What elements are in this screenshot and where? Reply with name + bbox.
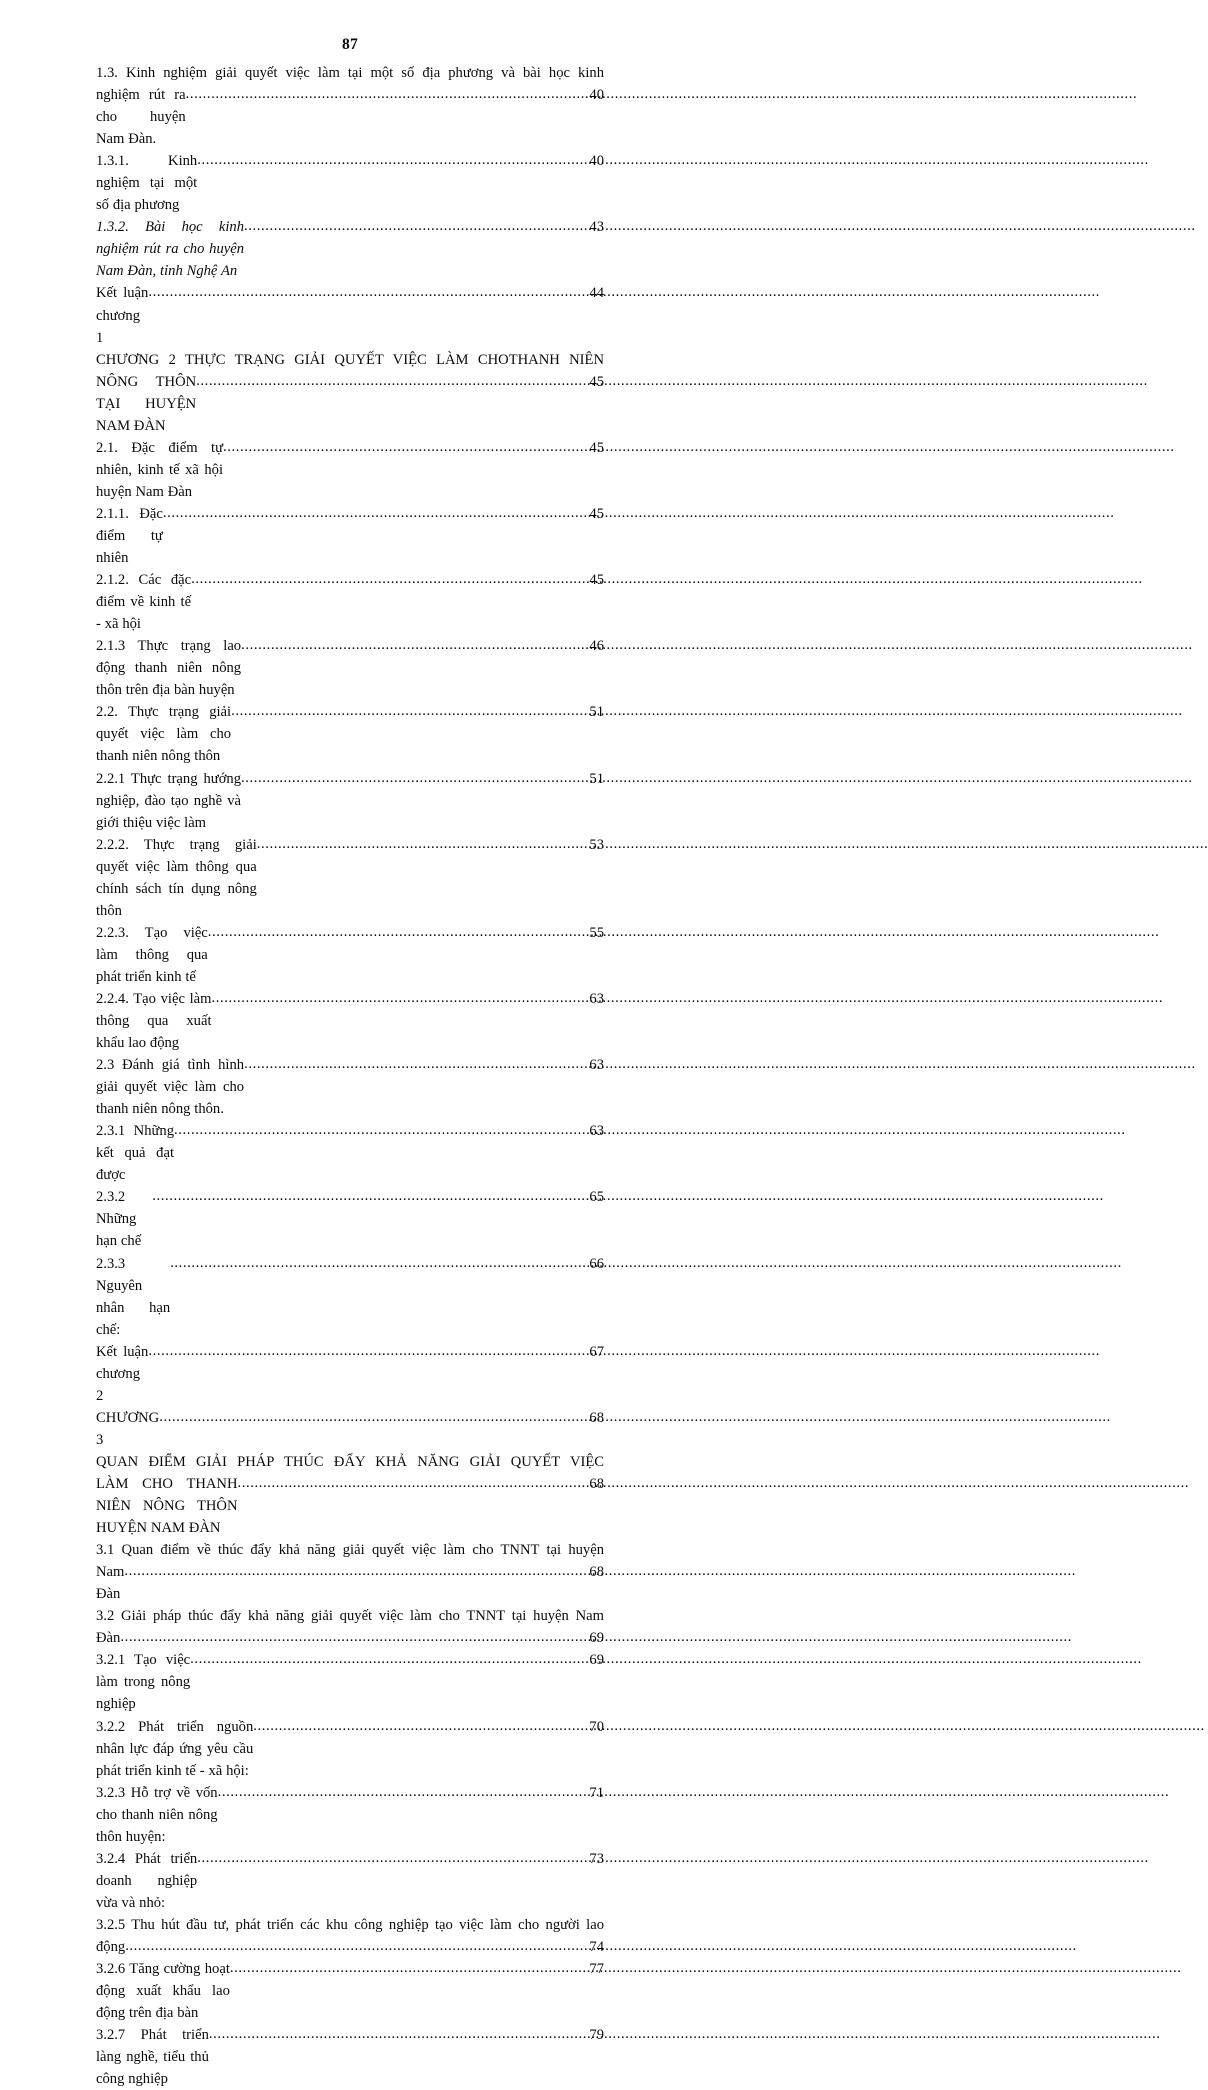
toc-entry-line [96,503,604,569]
toc-entry[interactable] [96,701,604,767]
dot-leader [159,1410,589,1425]
toc-entry-label: 2.2.2. Thực trạng giải quyết việc làm thông qua chính sách tín dụng nông thôn [96,836,261,919]
toc-entry-wrapped [96,349,604,437]
dot-leader [191,572,589,587]
toc-entry-page-number: 65 [589,1189,604,1206]
toc-entry-line [96,216,604,282]
toc-entry-page-number: 43 [589,219,604,236]
toc-entry-page-number: 67 [589,1343,604,1360]
toc-entry[interactable] [96,569,604,635]
toc-entry-page-number: 68 [589,1476,604,1492]
toc-entry-page-number: 74 [589,1938,604,1955]
toc-entry[interactable] [96,988,604,1054]
dot-leader [148,285,589,300]
toc-entry[interactable] [96,1848,604,1914]
toc-entry-line [96,1186,604,1252]
toc-entry-line [96,282,604,348]
toc-entry[interactable] [96,1605,604,1649]
toc-entry-line [96,768,604,834]
toc-entry[interactable] [96,635,604,701]
toc-entry-label: 2.2.4. Tạo việc làm thông qua xuất khẩu lao động [96,990,216,1052]
dot-leader [208,925,590,940]
toc-entry-label: 2.2.3. Tạo việc làm thông qua phát triển kinh tế [96,924,212,985]
toc-entry-page-number: 70 [589,1718,604,1735]
dot-leader [244,1057,589,1072]
toc-entry[interactable] [96,282,604,348]
toc-entry-line [96,437,604,503]
toc-entry-line [96,988,604,1054]
toc-entry-label: Kết luận chương 2 [96,1343,153,1404]
toc-entry[interactable] [96,349,604,437]
toc-entry-page-number: 51 [589,770,604,787]
toc-entry-lastline [96,1561,604,1605]
toc-entry-page-number: 79 [589,2027,604,2044]
toc-entry-lastline [96,84,604,150]
dot-leader [190,1652,589,1667]
toc-entry-wrapped [96,1451,604,1539]
toc-entry-line [96,1407,604,1451]
toc-entry[interactable] [96,2024,604,2090]
toc-entry[interactable] [96,150,604,216]
page-number: 87 [342,36,358,53]
toc-entry[interactable] [96,1958,604,2024]
toc-entry-line [96,1341,604,1407]
toc-entry-line [96,922,604,988]
toc-entry[interactable] [96,768,604,834]
dot-leader [238,1476,590,1491]
toc-entry[interactable] [96,1539,604,1605]
toc-entry-lastline [96,1473,604,1539]
toc-entry-wrapped [96,62,604,150]
toc-entry-page-number: 69 [589,1630,604,1647]
dot-leader [186,87,590,102]
toc-entry-page-number: 53 [589,836,604,853]
toc-entry-page-number: 73 [589,1850,604,1867]
toc-entry-line [96,635,604,701]
toc-entry[interactable] [96,1407,604,1451]
dot-leader [244,219,589,234]
dot-leader [120,1630,589,1645]
toc-entry-line [96,1782,604,1848]
toc-entry-label: 1.3.1. Kinh nghiệm tại một số địa phương [96,153,202,214]
toc-entry-page-number: 45 [589,505,604,522]
toc-entry-line1: 3.2.5 Thu hút đầu tư, phát triển các khu công nghiệp tạo việc làm cho người lao [96,1916,604,1933]
toc-entry-label: 2.3.3 Nguyên nhân hạn chế: [96,1255,175,1338]
toc-entry-line [96,150,604,216]
toc-entry-page-number: 55 [589,924,604,941]
toc-entry-wrapped [96,1539,604,1605]
dot-leader [124,1564,589,1579]
toc-entry-label: 3.2.4 Phát triển doanh nghiệp vừa và nhỏ: [96,1850,202,1911]
toc-entry-label: Nam Đàn [96,1564,129,1603]
toc-entry-line [96,834,604,922]
dot-leader [152,1189,589,1204]
toc-entry-label: CHƯƠNG 3 [96,1409,164,1448]
toc-entry-wrapped [96,1605,604,1649]
toc-entry[interactable] [96,216,604,282]
toc-entry-lastline [96,1627,604,1649]
toc-entry[interactable] [96,1186,604,1252]
toc-entry-label: LÀM CHO THANH NIÊN NÔNG THÔN HUYỆN NAM ĐÀN [96,1476,242,1537]
toc-entry-line1: 3.1 Quan điểm về thúc đẩy khả năng giải quyết việc làm cho TNNT tại huyện [96,1542,604,1559]
toc-entry-page-number: 45 [589,572,604,589]
table-of-contents [96,62,604,2090]
dot-leader [212,991,590,1006]
toc-entry-label: Kết luận chương 1 [96,285,153,346]
toc-entry-label: 2.1. Đặc điểm tự nhiên, kinh tế xã hội huyện Nam Đàn [96,439,231,500]
toc-entry-line [96,1958,604,2024]
toc-entry[interactable] [96,1253,604,1341]
toc-entry-page-number: 77 [589,1961,604,1978]
toc-entry-line1: 3.2 Giải pháp thúc đẩy khả năng giải quyết việc làm cho TNNT tại huyện Nam [96,1608,604,1625]
toc-entry-label: 2.3.1 Những kết quả đạt được [96,1123,178,1184]
dot-leader [163,506,590,521]
dot-leader [218,1785,590,1800]
toc-entry-line [96,1649,604,1715]
dot-leader [241,638,589,653]
toc-entry[interactable] [96,1914,604,1958]
toc-entry-label: 2.1.2. Các đặc điểm về kinh tế - xã hội [96,572,195,633]
dot-leader [223,440,589,455]
toc-entry-page-number: 63 [589,990,604,1007]
dot-leader [170,1256,589,1271]
toc-entry-label: 3.2.3 Hỗ trợ về vốn cho thanh niên nông thôn huyện: [96,1784,222,1845]
toc-entry-page-number: 63 [589,1123,604,1140]
toc-entry[interactable] [96,62,604,150]
toc-entry-label: 2.2.1 Thực trạng hướng nghiệp, đào tạo nghề và giới thiệu việc làm [96,770,245,831]
toc-entry-wrapped [96,1914,604,1958]
toc-entry-line [96,1848,604,1914]
toc-entry[interactable] [96,1120,604,1186]
toc-entry[interactable] [96,1716,604,1782]
toc-entry-line [96,1716,604,1782]
toc-entry-line1: QUAN ĐIỂM GIẢI PHÁP THÚC ĐẨY KHẢ NĂNG GIẢI QUYẾT VIỆC [96,1453,604,1470]
toc-entry-label: 1.3.2. Bài học kinh nghiệm rút ra cho huyện Nam Đàn, tỉnh Nghệ An [96,219,248,280]
toc-entry-page-number: 69 [589,1652,604,1669]
toc-entry-label: 2.3.2 Những hạn chế [96,1189,142,1250]
toc-entry[interactable] [96,834,604,922]
toc-entry-line1: 1.3. Kinh nghiệm giải quyết việc làm tại một số địa phương và bài học kinh [96,65,604,81]
dot-leader [241,771,589,786]
toc-entry-page-number: 68 [589,1564,604,1581]
toc-entry-label: Đàn [96,1630,125,1647]
toc-entry-page-number: 45 [589,439,604,456]
toc-entry-page-number: 51 [589,704,604,721]
toc-entry[interactable] [96,1341,604,1407]
toc-entry-line [96,1253,604,1341]
dot-leader [174,1123,589,1138]
toc-entry-page-number: 40 [589,87,604,104]
toc-entry-line [96,2024,604,2090]
toc-entry[interactable] [96,1054,604,1120]
dot-leader [197,1851,589,1866]
toc-entry-label: 3.2.2 Phát triển nguồn nhân lực đáp ứng yêu cầu phát triển kinh tế - xã hội: [96,1718,258,1779]
toc-entry-page-number: 40 [589,153,604,170]
dot-leader [231,704,589,719]
toc-entry-label: 2.3 Đánh giá tình hình giải quyết việc làm cho thanh niên nông thôn. [96,1057,248,1118]
toc-entry[interactable] [96,437,604,503]
toc-entry-label: 2.2. Thực trạng giải quyết việc làm cho thanh niên nông thôn [96,704,235,765]
toc-entry-lastline [96,1936,604,1958]
toc-entry-page-number: 68 [589,1409,604,1426]
toc-entry[interactable] [96,1451,604,1539]
toc-entry[interactable] [96,1649,604,1715]
toc-entry-label: động [96,1938,126,1955]
dot-leader [253,1719,589,1734]
toc-entry[interactable] [96,1782,604,1848]
toc-entry-line [96,1054,604,1120]
toc-entry[interactable] [96,503,604,569]
dot-leader [209,2027,590,2042]
toc-entry-label: nghiệm rút ra cho huyện Nam Đàn. [96,87,190,148]
dot-leader [257,837,590,852]
toc-entry-label: 3.2.7 Phát triển làng nghề, tiểu thủ công nghiệp [96,2027,213,2088]
toc-entry-line [96,701,604,767]
dot-leader [148,1344,589,1359]
toc-entry-label: 3.2.1 Tạo việc làm trong nông nghiệp [96,1652,195,1713]
toc-entry-line [96,569,604,635]
dot-leader [230,1961,590,1976]
dot-leader [196,374,589,389]
toc-entry-label: 2.1.1. Đặc điểm tự nhiên [96,505,167,567]
toc-entry-page-number: 46 [589,638,604,655]
toc-entry-page-number: 66 [589,1255,604,1272]
toc-entry-lastline [96,371,604,437]
dot-leader [197,153,589,168]
toc-entry-label: 3.2.6 Tăng cường hoạt động xuất khẩu lao động trên địa bàn [96,1961,234,2022]
toc-entry-page-number: 45 [589,373,604,390]
toc-entry-line [96,1120,604,1186]
toc-entry-page-number: 71 [589,1784,604,1801]
toc-entry-line1: CHƯƠNG 2 THỰC TRẠNG GIẢI QUYẾT VIỆC LÀM CHOTHANH NIÊN [96,351,604,368]
toc-entry-label: 2.1.3 Thực trạng lao động thanh niên nông thôn trên địa bàn huyện [96,638,245,699]
toc-entry-page-number: 44 [589,285,604,302]
dot-leader [125,1939,589,1954]
toc-entry[interactable] [96,922,604,988]
toc-entry-page-number: 63 [589,1057,604,1074]
toc-entry-label: NÔNG THÔN TẠI HUYỆN NAM ĐÀN [96,373,201,434]
